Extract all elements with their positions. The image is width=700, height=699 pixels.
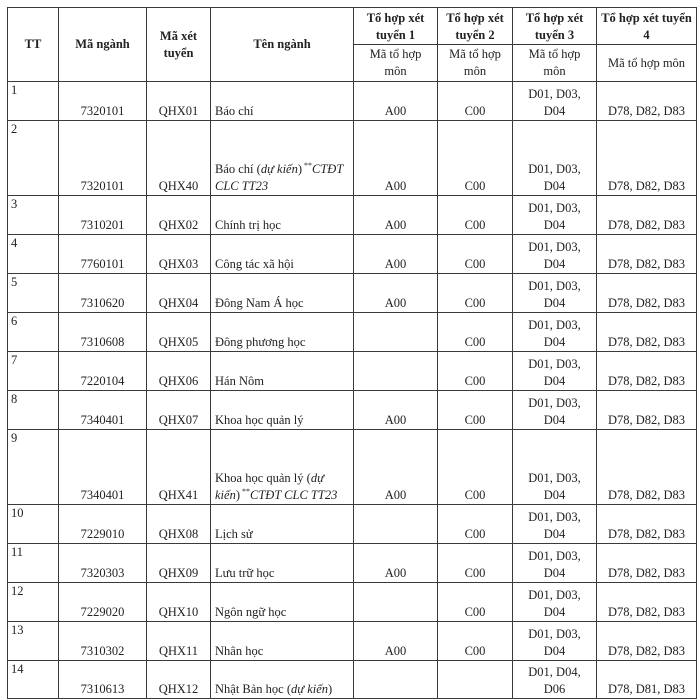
ma-nganh-cell: 7310620 (59, 274, 147, 313)
to-hop-1-cell: A00 (354, 235, 438, 274)
header-to-hop-1: Tổ hợp xét tuyển 1 (354, 8, 438, 45)
row-number: 3 (8, 196, 59, 235)
to-hop-2-cell: C00 (438, 196, 513, 235)
table-row (8, 583, 697, 622)
ten-nganh-program-note: CTĐT CLC TT23 (215, 162, 344, 193)
table-row (8, 352, 697, 391)
to-hop-3-cell: D01, D03, D04 (513, 274, 597, 313)
header-ten-nganh: Tên ngành (211, 8, 354, 82)
ten-nganh-text: Ngôn ngữ học (215, 605, 287, 619)
ma-nganh-cell: 7320303 (59, 544, 147, 583)
to-hop-1-cell (354, 583, 438, 622)
ten-nganh-tentative: dự kiến (215, 471, 324, 502)
header-to-hop-4: Tổ hợp xét tuyển 4 (597, 8, 697, 45)
ten-nganh-text: Nhật Bản học ( (215, 682, 292, 696)
ten-nganh-text: Đông phương học (215, 335, 306, 349)
ten-nganh-text: Khoa học quản lý ( (215, 471, 311, 485)
to-hop-3-cell: D01, D03, D04 (513, 235, 597, 274)
ten-nganh-cell (211, 274, 354, 313)
table-row (8, 661, 697, 699)
ten-nganh-text: Đông Nam Á học (215, 296, 304, 310)
to-hop-4-cell: D78, D82, D83 (597, 274, 697, 313)
to-hop-3-cell: D01, D03, D04 (513, 583, 597, 622)
to-hop-3-cell: D01, D03, D04 (513, 121, 597, 196)
ten-nganh-tentative: dự kiến (291, 682, 329, 696)
ma-xet-tuyen-cell: QHX11 (147, 622, 211, 661)
to-hop-4-cell: D78, D82, D83 (597, 583, 697, 622)
to-hop-3-cell: D01, D03, D04 (513, 82, 597, 121)
table-row (8, 196, 697, 235)
ma-nganh-cell: 7229010 (59, 505, 147, 544)
row-number: 10 (8, 505, 59, 544)
row-number: 12 (8, 583, 59, 622)
ten-nganh-cell (211, 505, 354, 544)
to-hop-4-cell: D78, D82, D83 (597, 235, 697, 274)
ma-nganh-cell: 7310302 (59, 622, 147, 661)
to-hop-2-cell: C00 (438, 544, 513, 583)
ten-nganh-program-note: CTĐT CLC TT23 (250, 488, 338, 502)
to-hop-2-cell: C00 (438, 352, 513, 391)
ten-nganh-text: Khoa học quản lý (215, 413, 304, 427)
ma-nganh-cell: 7760101 (59, 235, 147, 274)
ma-xet-tuyen-cell: QHX12 (147, 661, 211, 699)
to-hop-4-cell: D78, D82, D83 (597, 505, 697, 544)
table-row (8, 622, 697, 661)
ma-xet-tuyen-cell: QHX04 (147, 274, 211, 313)
ma-xet-tuyen-cell: QHX03 (147, 235, 211, 274)
table-row (8, 313, 697, 352)
row-number: 13 (8, 622, 59, 661)
header-to-hop-3: Tổ hợp xét tuyển 3 (513, 8, 597, 45)
ma-nganh-cell: 7220104 (59, 352, 147, 391)
to-hop-2-cell: C00 (438, 235, 513, 274)
to-hop-1-cell: A00 (354, 274, 438, 313)
to-hop-4-cell: D78, D82, D83 (597, 352, 697, 391)
subheader-ma-to-hop-3: Mã tổ hợp môn (513, 45, 597, 82)
to-hop-3-cell: D01, D03, D04 (513, 544, 597, 583)
row-number: 9 (8, 430, 59, 505)
row-number: 7 (8, 352, 59, 391)
to-hop-1-cell (354, 352, 438, 391)
to-hop-2-cell: C00 (438, 505, 513, 544)
ma-nganh-cell: 7340401 (59, 430, 147, 505)
ten-nganh-cell (211, 196, 354, 235)
ten-nganh-text: Báo chí ( (215, 162, 261, 176)
ten-nganh-cell: Báo chí (dự kiến) **CTĐT CLC TT23 (211, 121, 354, 196)
to-hop-2-cell: C00 (438, 622, 513, 661)
ma-nganh-cell: 7310608 (59, 313, 147, 352)
subheader-ma-to-hop-2: Mã tổ hợp môn (438, 45, 513, 82)
ma-nganh-cell: 7310613 (59, 661, 147, 699)
to-hop-1-cell: A00 (354, 121, 438, 196)
ten-nganh-text: Lịch sử (215, 527, 253, 541)
subheader-ma-to-hop-1: Mã tổ hợp môn (354, 45, 438, 82)
to-hop-4-cell: D78, D82, D83 (597, 313, 697, 352)
to-hop-3-cell: D01, D04, D06 (513, 661, 597, 699)
ten-nganh-cell: Khoa học quản lý (dự kiến) **CTĐT CLC TT23 (211, 430, 354, 505)
to-hop-3-cell: D01, D03, D04 (513, 622, 597, 661)
ten-nganh-cell (211, 622, 354, 661)
ma-nganh-cell: 7320101 (59, 121, 147, 196)
ten-nganh-cell (211, 391, 354, 430)
ten-nganh-cell (211, 352, 354, 391)
to-hop-3-cell: D01, D03, D04 (513, 352, 597, 391)
ten-nganh-text: Báo chí (215, 104, 254, 118)
ma-xet-tuyen-cell: QHX07 (147, 391, 211, 430)
row-number: 4 (8, 235, 59, 274)
table-row (8, 82, 697, 121)
ten-nganh-cell (211, 583, 354, 622)
to-hop-2-cell: C00 (438, 82, 513, 121)
ma-xet-tuyen-cell: QHX08 (147, 505, 211, 544)
ma-xet-tuyen-cell: QHX02 (147, 196, 211, 235)
to-hop-3-cell: D01, D03, D04 (513, 430, 597, 505)
ten-nganh-text: Nhân học (215, 644, 264, 658)
to-hop-2-cell: C00 (438, 313, 513, 352)
ten-nganh-cell (211, 235, 354, 274)
table-row (8, 544, 697, 583)
ten-nganh-text: Công tác xã hội (215, 257, 294, 271)
ten-nganh-cell (211, 313, 354, 352)
to-hop-2-cell: C00 (438, 121, 513, 196)
ma-xet-tuyen-cell: QHX05 (147, 313, 211, 352)
row-number: 8 (8, 391, 59, 430)
to-hop-3-cell: D01, D03, D04 (513, 196, 597, 235)
ma-nganh-cell: 7229020 (59, 583, 147, 622)
to-hop-4-cell: D78, D82, D83 (597, 622, 697, 661)
to-hop-4-cell: D78, D82, D83 (597, 82, 697, 121)
ten-nganh-cell (211, 544, 354, 583)
to-hop-1-cell: A00 (354, 544, 438, 583)
row-number: 6 (8, 313, 59, 352)
ten-nganh-cell (211, 82, 354, 121)
table-row (8, 430, 697, 505)
to-hop-1-cell (354, 313, 438, 352)
header-ma-nganh: Mã ngành (59, 8, 147, 82)
table-row (8, 274, 697, 313)
to-hop-2-cell (438, 661, 513, 699)
to-hop-1-cell: A00 (354, 391, 438, 430)
ma-xet-tuyen-cell: QHX01 (147, 82, 211, 121)
to-hop-4-cell: D78, D82, D83 (597, 430, 697, 505)
table-row (8, 235, 697, 274)
header-tt: TT (8, 8, 59, 82)
row-number: 11 (8, 544, 59, 583)
table-row (8, 391, 697, 430)
ten-nganh-text: Lưu trữ học (215, 566, 275, 580)
to-hop-4-cell: D78, D82, D83 (597, 196, 697, 235)
ten-nganh-tentative: dự kiến (260, 162, 298, 176)
row-number: 14 (8, 661, 59, 699)
to-hop-4-cell: D78, D82, D83 (597, 121, 697, 196)
to-hop-1-cell: A00 (354, 622, 438, 661)
ma-xet-tuyen-cell: QHX41 (147, 430, 211, 505)
to-hop-2-cell: C00 (438, 274, 513, 313)
ma-nganh-cell: 7340401 (59, 391, 147, 430)
to-hop-2-cell: C00 (438, 583, 513, 622)
to-hop-1-cell: A00 (354, 82, 438, 121)
row-number: 2 (8, 121, 59, 196)
row-number: 1 (8, 82, 59, 121)
ten-nganh-text: Chính trị học (215, 218, 281, 232)
to-hop-1-cell (354, 661, 438, 699)
admissions-table (7, 7, 697, 699)
to-hop-3-cell: D01, D03, D04 (513, 313, 597, 352)
ma-nganh-cell: 7310201 (59, 196, 147, 235)
to-hop-1-cell: A00 (354, 430, 438, 505)
to-hop-2-cell: C00 (438, 391, 513, 430)
ma-xet-tuyen-cell: QHX06 (147, 352, 211, 391)
table-row (8, 505, 697, 544)
to-hop-4-cell: D78, D82, D83 (597, 391, 697, 430)
to-hop-4-cell: D78, D82, D83 (597, 544, 697, 583)
to-hop-1-cell (354, 505, 438, 544)
ma-xet-tuyen-cell: QHX09 (147, 544, 211, 583)
ten-nganh-cell: Nhật Bản học (dự kiến) (211, 661, 354, 699)
ma-xet-tuyen-cell: QHX10 (147, 583, 211, 622)
table-row (8, 121, 697, 196)
ma-nganh-cell: 7320101 (59, 82, 147, 121)
to-hop-1-cell: A00 (354, 196, 438, 235)
row-number: 5 (8, 274, 59, 313)
to-hop-2-cell: C00 (438, 430, 513, 505)
subheader-ma-to-hop-4: Mã tổ hợp môn (597, 45, 697, 82)
to-hop-4-cell: D78, D81, D83 (597, 661, 697, 699)
to-hop-3-cell: D01, D03, D04 (513, 505, 597, 544)
ma-xet-tuyen-cell: QHX40 (147, 121, 211, 196)
ten-nganh-text: Hán Nôm (215, 374, 264, 388)
header-to-hop-2: Tổ hợp xét tuyển 2 (438, 8, 513, 45)
to-hop-3-cell: D01, D03, D04 (513, 391, 597, 430)
header-ma-xet-tuyen: Mã xét tuyển (147, 8, 211, 82)
